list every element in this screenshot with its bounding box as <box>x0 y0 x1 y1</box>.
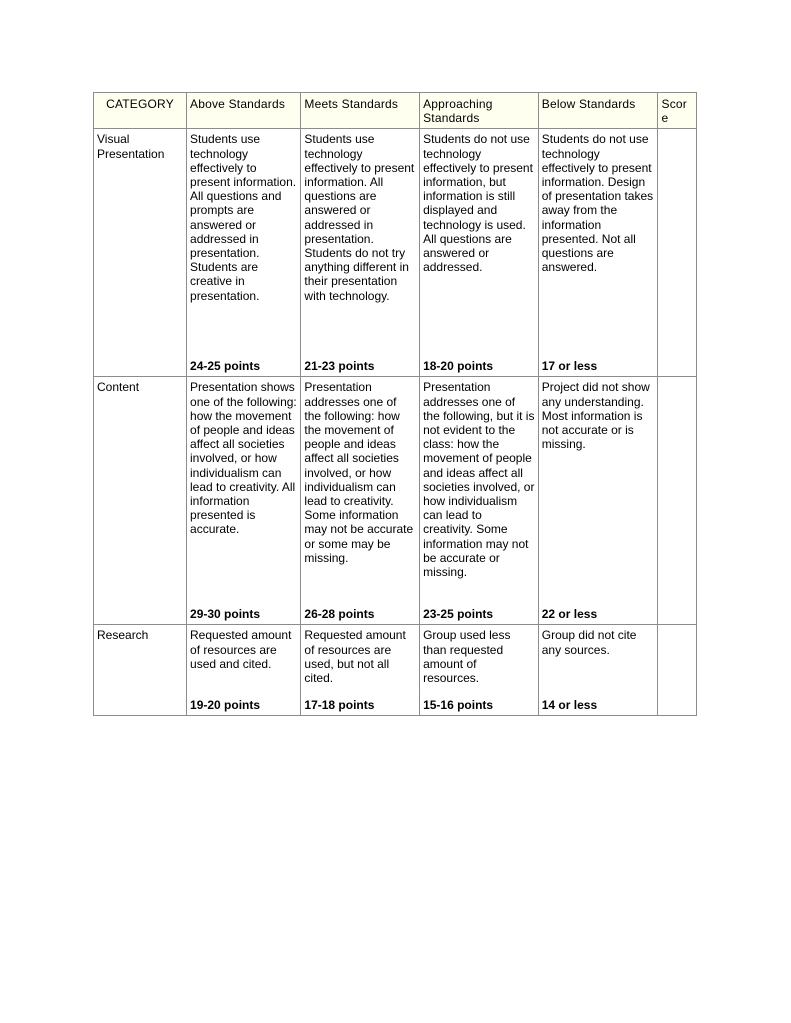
cell-approaching-standards <box>420 377 539 625</box>
cell-points: 21-23 points <box>304 359 375 374</box>
cell-score <box>658 625 697 716</box>
header-row <box>94 93 697 129</box>
cell-approaching-standards <box>420 129 539 377</box>
cell-points: 29-30 points <box>190 607 261 622</box>
header-meets-standards: Meets Standards <box>301 93 420 129</box>
cell-description: Presentation addresses one of the following: how the movement of people and ideas affect all societies involved, or how individualism can lead to creativity. Some information may not be accurate or some may be missing. <box>304 380 414 565</box>
cell-description: Project did not show any understanding. Most information is not accurate or is missing. <box>541 380 650 452</box>
header-below-standards: Below Standards <box>538 93 658 129</box>
cell-below-standards <box>538 625 658 716</box>
cell-points: 15-16 points <box>423 698 494 713</box>
cell-below-standards <box>538 377 658 625</box>
row-category: Research <box>94 625 187 716</box>
cell-points: 17 or less <box>541 359 598 374</box>
cell-points: 14 or less <box>541 698 598 713</box>
header-score: Score <box>658 93 697 129</box>
cell-description: Students do not use technology effectively to present information. Design of presentation takes away from the information presented. Not all questions are answered. <box>541 132 654 275</box>
cell-description: Requested amount of resources are used and cited. <box>190 628 292 671</box>
cell-meets-standards <box>301 625 420 716</box>
cell-points: 26-28 points <box>304 607 375 622</box>
rubric-header <box>94 93 697 129</box>
rubric-table <box>93 92 697 716</box>
cell-points: 23-25 points <box>423 607 494 622</box>
cell-description: Students do not use technology effectively to present information, but information is still displayed and technology is used. All questions are answered or addressed. <box>423 132 533 275</box>
rubric-body <box>94 129 697 716</box>
cell-points: 22 or less <box>541 607 598 622</box>
header-approaching-standards: Approaching Standards <box>420 93 539 129</box>
cell-above-standards <box>187 377 301 625</box>
cell-points: 18-20 points <box>423 359 494 374</box>
cell-points: 17-18 points <box>304 698 375 713</box>
cell-description: Group used less than requested amount of resources. <box>423 628 511 686</box>
cell-above-standards <box>187 129 301 377</box>
cell-approaching-standards <box>420 625 539 716</box>
table-row <box>94 129 697 377</box>
cell-description: Students use technology effectively to present information. All questions and prompts are answered or addressed in presentation. Students are creative in presentation. <box>190 132 297 303</box>
cell-above-standards <box>187 625 301 716</box>
cell-description: Requested amount of resources are used, but not all cited. <box>304 628 406 686</box>
row-category: Content <box>94 377 187 625</box>
cell-score <box>658 129 697 377</box>
cell-score <box>658 377 697 625</box>
cell-description: Presentation addresses one of the following, but it is not evident to the class: how the movement of people and ideas affect all societies involved, or how individualism can lead to creativity. Some information may not be accurate or missing. <box>423 380 535 580</box>
cell-description: Presentation shows one of the following: how the movement of people and ideas affect all societies involved, or how individualism can lead to creativity. All information presented is accurate. <box>190 380 297 537</box>
cell-meets-standards <box>301 129 420 377</box>
cell-below-standards <box>538 129 658 377</box>
header-category: CATEGORY <box>94 93 187 129</box>
table-row <box>94 377 697 625</box>
cell-description: Group did not cite any sources. <box>541 628 637 657</box>
cell-meets-standards <box>301 377 420 625</box>
row-category: Visual Presentation <box>94 129 187 377</box>
table-row <box>94 625 697 716</box>
header-above-standards: Above Standards <box>187 93 301 129</box>
cell-description: Students use technology effectively to present information. All questions are answered or addressed in presentation. Students do not try anything different in their presentation with technology. <box>304 132 415 303</box>
cell-points: 24-25 points <box>190 359 261 374</box>
cell-points: 19-20 points <box>190 698 261 713</box>
